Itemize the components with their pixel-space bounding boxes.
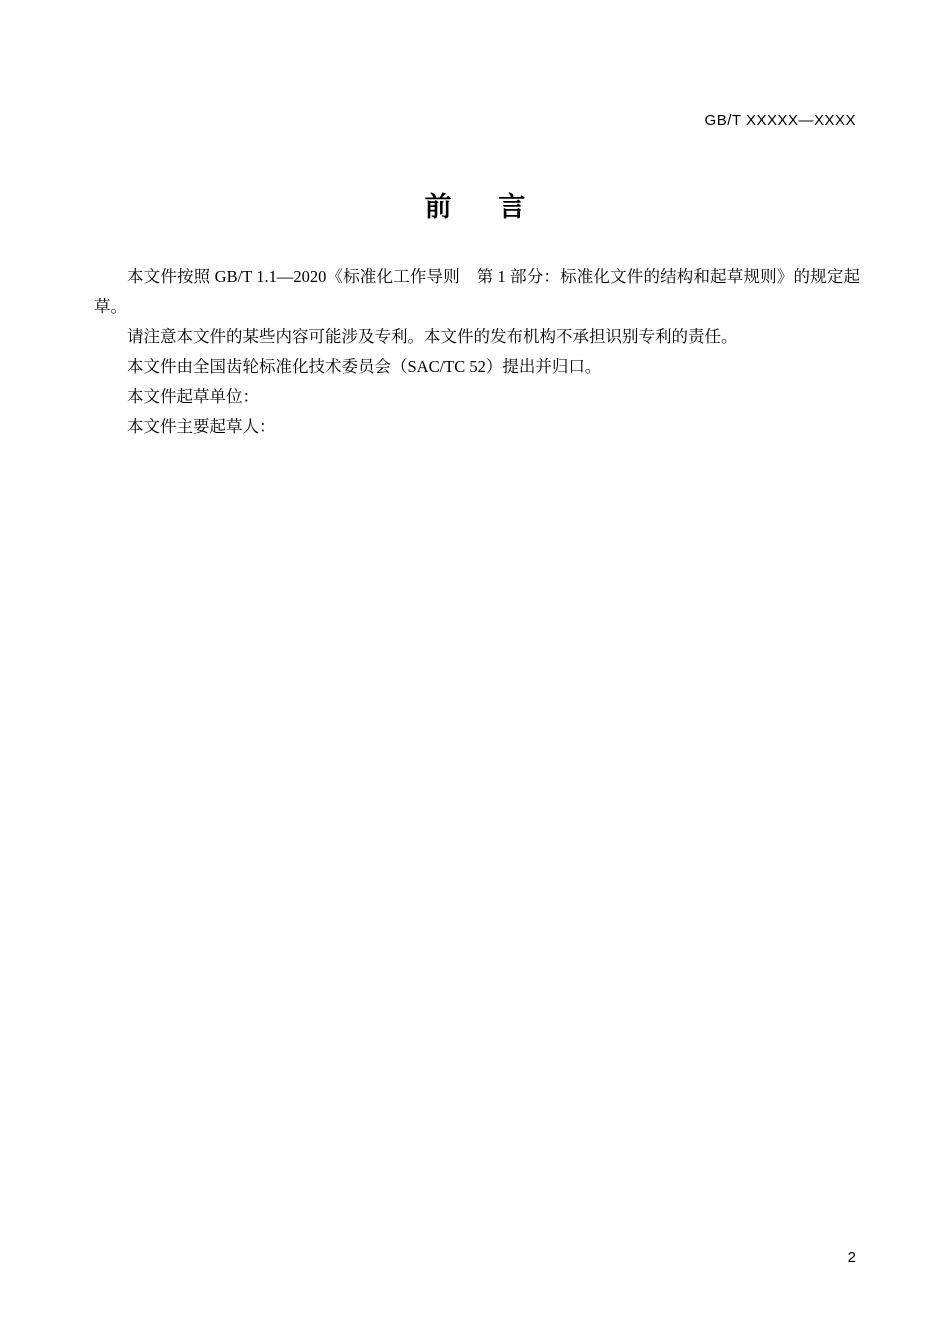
paragraph: 本文件由全国齿轮标准化技术委员会（SAC/TC 52）提出并归口。 bbox=[127, 357, 602, 376]
paragraph: 本文件主要起草人： bbox=[127, 417, 276, 436]
paragraph: 本文件起草单位： bbox=[127, 387, 259, 406]
foreword-body bbox=[94, 262, 860, 442]
page-header-standard-code: GB/T XXXXX—XXXX bbox=[704, 112, 856, 129]
paragraph: 请注意本文件的某些内容可能涉及专利。本文件的发布机构不承担识别专利的责任。 bbox=[127, 327, 738, 346]
section-title-foreword: 前 言 bbox=[424, 192, 546, 222]
page-number: 2 bbox=[847, 1249, 856, 1266]
paragraph: 本文件按照 GB/T 1.1—2020《标准化工作导则 第 1 部分：标准化文件的结构和起草规则》的规定起草。 bbox=[94, 267, 860, 316]
